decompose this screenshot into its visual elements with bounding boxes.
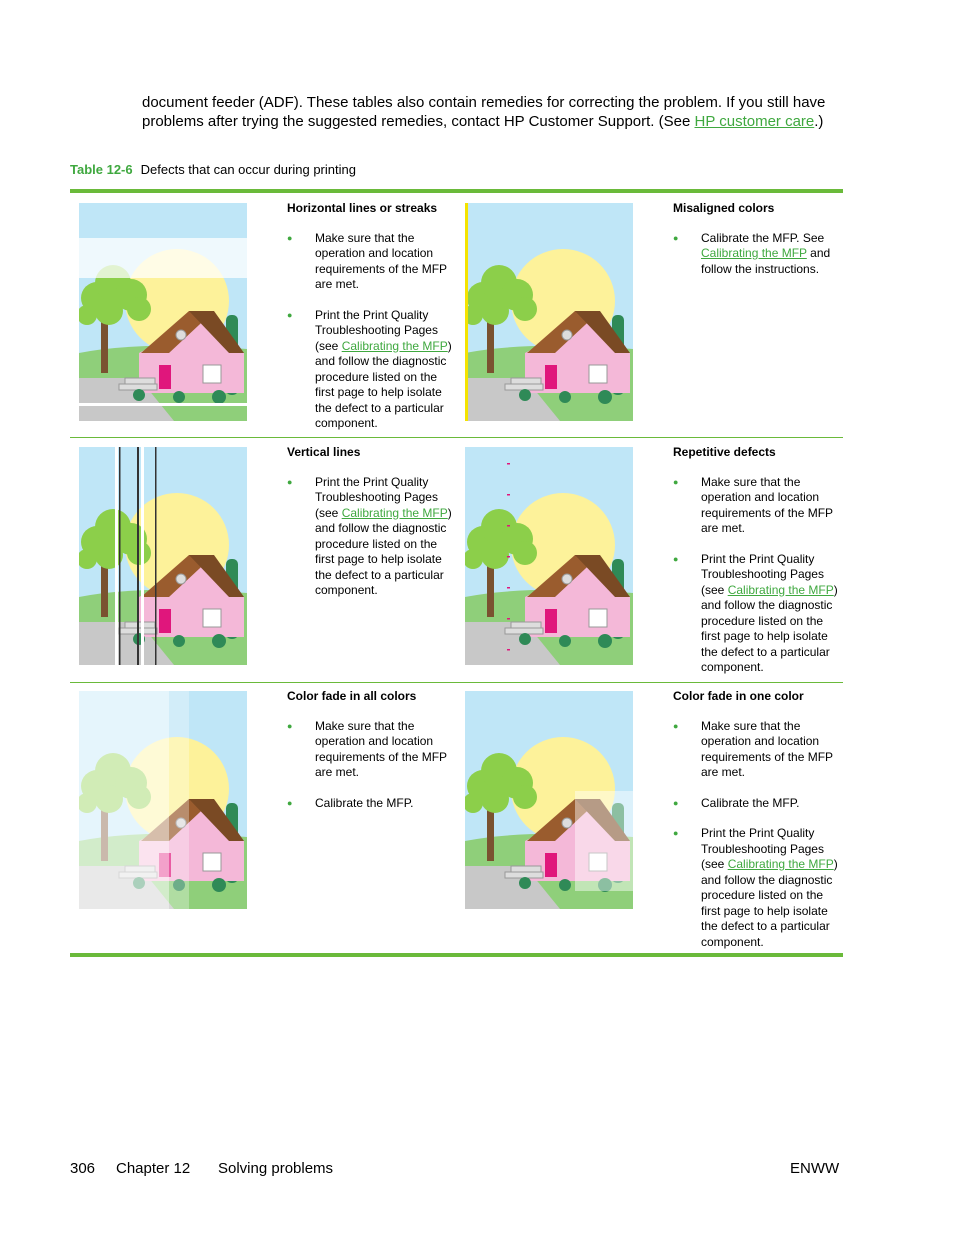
vertical-lines-cell xyxy=(287,445,455,614)
horizontal-lines-cell xyxy=(287,201,455,447)
misaligned-colors-sample-image xyxy=(465,203,633,421)
defect-title: Vertical lines xyxy=(287,445,361,459)
defect-title: Misaligned colors xyxy=(673,201,775,215)
repetitive-defects-cell xyxy=(673,445,841,691)
table-number: Table 12-6 xyxy=(70,162,133,177)
remedy-item: ● Print the Print Quality Troubleshooting Pages (see Calibrating the MFP) and follow the diagnostic procedure listed on the first page to help isolate the defect to a particular component. xyxy=(287,308,455,432)
page-number: 306 xyxy=(70,1160,96,1177)
calibrating-mfp-link[interactable]: Calibrating the MFP xyxy=(727,582,834,597)
defect-title: Horizontal lines or streaks xyxy=(287,201,438,215)
house-illustration xyxy=(79,447,247,665)
defect-title: Color fade in one color xyxy=(673,689,804,703)
row-divider xyxy=(70,437,843,438)
intro-text: document feeder (ADF). These tables also contain remedies for correcting the problem. If you still have problems after trying the suggested remedies, contact HP Customer Support. (See xyxy=(142,94,826,130)
horizontal-lines-sample-image xyxy=(79,203,247,421)
defect-title: Color fade in all colors xyxy=(287,689,417,703)
remedy-item: ● Print the Print Quality Troubleshooting Pages (see Calibrating the MFP) and follow the diagnostic procedure listed on the first page to help isolate the defect to a particular component. xyxy=(287,475,455,599)
house-illustration xyxy=(465,447,633,665)
color-fade-one-sample-image xyxy=(465,691,633,909)
calibrating-mfp-link[interactable]: Calibrating the MFP xyxy=(701,246,807,260)
color-fade-all-sample-image xyxy=(79,691,247,909)
table-title: Defects that can occur during printing xyxy=(140,162,356,177)
intro-text-end: .) xyxy=(814,113,824,130)
color-fade-one-cell xyxy=(673,689,841,965)
remedy-item: ● Make sure that the operation and location requirements of the MFP are met. xyxy=(287,719,455,781)
hp-customer-care-link[interactable]: HP customer care xyxy=(694,113,815,130)
footer-chapter: Chapter 12 xyxy=(116,1160,191,1177)
defect-title: Repetitive defects xyxy=(673,445,776,459)
color-fade-all-cell xyxy=(287,689,455,826)
table-top-rule xyxy=(70,189,843,193)
remedy-item: ● Calibrate the MFP. xyxy=(287,796,455,812)
footer-brand: ENWW xyxy=(790,1160,840,1177)
remedy-item: ● Print the Print Quality Troubleshooting Pages (see Calibrating the MFP) and follow the diagnostic procedure listed on the first page to help isolate the defect to a particular component. xyxy=(673,826,841,950)
repetitive-defects-sample-image xyxy=(465,447,633,665)
remedy-item: ● Make sure that the operation and location requirements of the MFP are met. xyxy=(673,475,841,537)
misaligned-colors-cell xyxy=(673,201,841,292)
calibrating-mfp-link[interactable]: Calibrating the MFP xyxy=(727,857,834,871)
remedy-item: ● Make sure that the operation and location requirements of the MFP are met. xyxy=(287,231,455,293)
house-illustration xyxy=(465,691,633,909)
table-caption xyxy=(70,162,356,177)
calibrating-mfp-link[interactable]: Calibrating the MFP xyxy=(341,338,448,353)
house-illustration xyxy=(79,691,247,909)
calibrating-mfp-link[interactable]: Calibrating the MFP xyxy=(341,505,448,520)
remedy-item: ● Calibrate the MFP. xyxy=(673,796,841,812)
remedy-item: ● Calibrate the MFP. See Calibrating the MFP and follow the instructions. xyxy=(673,231,841,278)
remedy-item: ● Make sure that the operation and location requirements of the MFP are met. xyxy=(673,719,841,781)
footer-section: Solving problems xyxy=(218,1160,334,1177)
vertical-lines-sample-image xyxy=(79,447,247,665)
intro-paragraph xyxy=(142,93,854,131)
house-illustration xyxy=(79,203,247,421)
remedy-item: ● Print the Print Quality Troubleshooting Pages (see Calibrating the MFP) and follow the diagnostic procedure listed on the first page to help isolate the defect to a particular component. xyxy=(673,552,841,676)
house-illustration xyxy=(465,203,633,421)
